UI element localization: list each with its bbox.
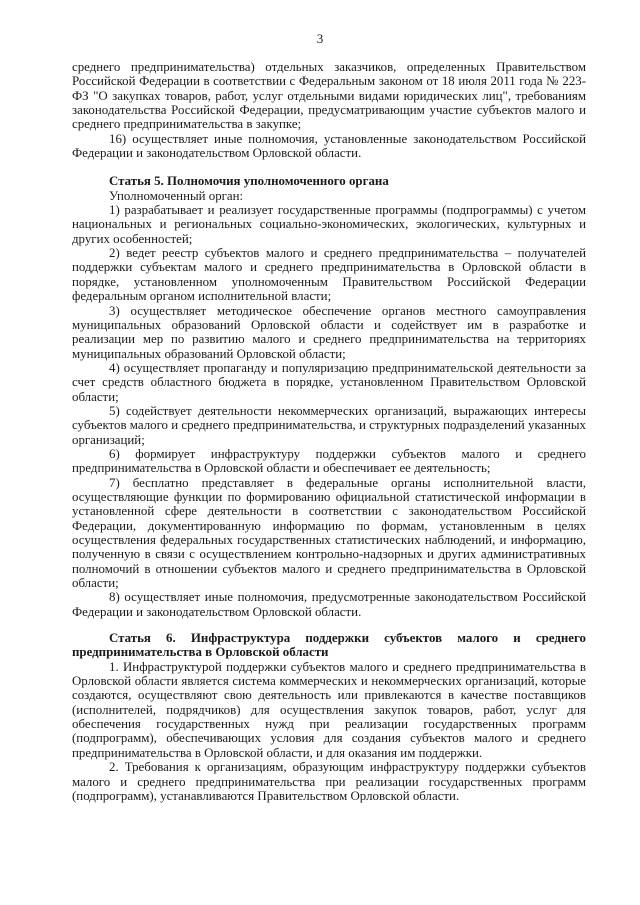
paragraph-item-16: 16) осуществляет иные полномочия, установленные законодательством Российской Федерации и законодательством Орловской области. [72,131,586,161]
article-5-item-7: 7) бесплатно представляет в федеральные органы исполнительной власти, осуществляющие функции по формированию официальной статистической информации в установленной сфере деятельности в соответствии с законодательством Российской Федерации, документированную информацию по формам, установленным в целях осуществления федеральных государственных статистических наблюдений, и информацию, полученную в связи с осуществлением контрольно-надзорных и других административных полномочий в отношении субъектов малого и среднего предпринимательства в Орловской области; [72,475,586,591]
article-5-item-3: 3) осуществляет методическое обеспечение органов местного самоуправления муниципальных образований Орловской области и содействует им в разработке и реализации мер по развитию малого и среднего предпринимательства на территориях муниципальных образований Орловской области; [72,303,586,361]
article-5-item-5: 5) содействует деятельности некоммерческих организаций, выражающих интересы субъектов малого и среднего предпринимательства, и структурных подразделений указанных организаций; [72,403,586,447]
paragraph-continuation: среднего предпринимательства) отдельных заказчиков, определенных Правительством Российской Федерации в соответствии с Федеральным законом от 18 июля 2011 года № 223-ФЗ "О закупках товаров, работ, услуг отдельными видами юридических лиц", требованиям законодательства Российской Федерации, предусматривающим участие субъектов малого и среднего предпринимательства в закупке; [72,60,586,132]
article-5-item-6: 6) формирует инфраструктуру поддержки субъектов малого и среднего предпринимательства в Орловской области и обеспечивает ее деятельность; [72,446,586,476]
page-number: 3 [316,31,324,46]
article-5-item-2: 2) ведет реестр субъектов малого и среднего предпринимательства – получателей поддержки субъектам малого и среднего предпринимательства в Орловской области в порядке, установленном уполномоченным Правительством Российской Федерации федеральным органом исполнительной власти; [72,246,586,304]
article-5-intro: Уполномоченный орган: [109,188,244,203]
article-6-item-2: 2. Требования к организациям, образующим инфраструктуру поддержки субъектов малого и среднего предпринимательства при реализации государственных программ (подпрограмм), устанавливаются Правительством Орловской области. [72,760,586,803]
article-6-title: Статья 6. Инфраструктура поддержки субъектов малого и среднего предпринимательства в Орловской области [72,631,586,660]
article-6-item-1: 1. Инфраструктурой поддержки субъектов малого и среднего предпринимательства в Орловской области является система коммерческих и некоммерческих организаций, которые создаются, осуществляют свою деятельность или привлекаются в качестве поставщиков (исполнителей, подрядчиков) для осуществления закупок товаров, работ, услуг для обеспечения государственных нужд при реализации государственных программ (подпрограмм), обеспечивающих условия для создания субъектов малого и среднего предпринимательства в Орловской области, и для оказания им поддержки. [72,659,586,760]
article-5-item-4: 4) осуществляет пропаганду и популяризацию предпринимательской деятельности за счет средств областного бюджета в порядке, установленном Правительством Орловской области; [72,360,586,404]
article-5-title: Статья 5. Полномочия уполномоченного органа [109,174,389,189]
article-5-item-8: 8) осуществляет иные полномочия, предусмотренные законодательством Российской Федерации и законодательством Орловской области. [72,590,586,619]
document-body [72,60,586,803]
article-5-item-1: 1) разрабатывает и реализует государственные программы (подпрограммы) с учетом национальных и региональных социально-экономических, экологических, культурных и других особенностей; [72,203,586,246]
